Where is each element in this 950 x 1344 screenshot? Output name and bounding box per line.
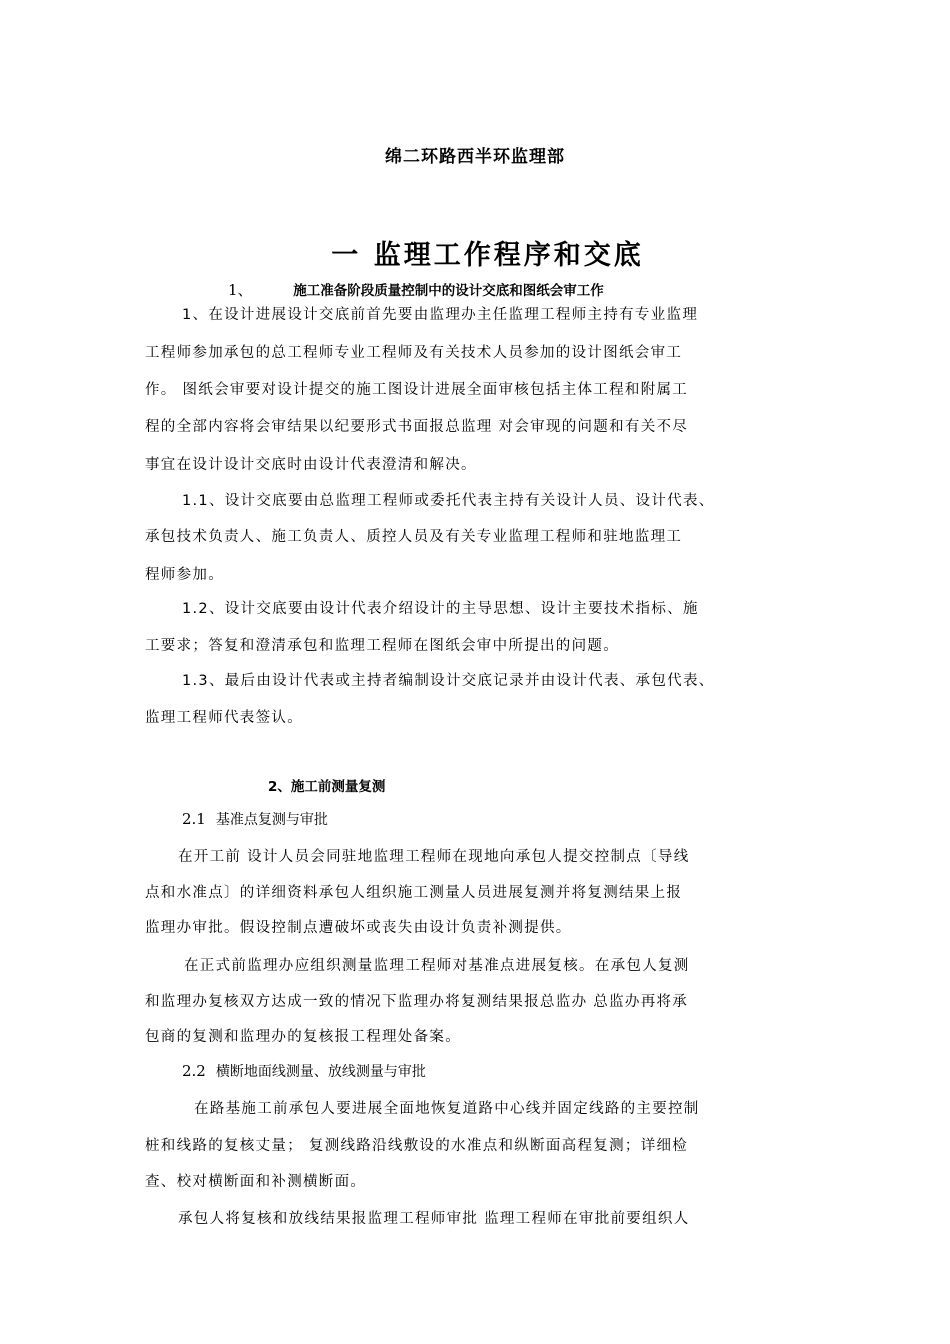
paragraph-1-line: 作。 图纸会审要对设计提交的施工图设计进展全面审核包括主体工程和附属工 bbox=[145, 382, 689, 398]
paragraph-2-2b-line: 承包人将复核和放线结果报监理工程师审批 监理工程师在审批前要组织人 bbox=[178, 1211, 690, 1227]
paragraph-1-line: 事宜在设计设计交底时由设计代表澄清和解决。 bbox=[145, 457, 477, 473]
paragraph-1-1-line: 承包技术负责人、施工负责人、质控人员及有关专业监理工程师和驻地监理工 bbox=[145, 529, 683, 545]
paragraph-2-1b-line: 包商的复测和监理办的复核报工程理处备案。 bbox=[145, 1029, 461, 1045]
paragraph-1-line: 工程师参加承包的总工程师专业工程师及有关技术人员参加的设计图纸会审工 bbox=[145, 345, 683, 361]
paragraph-1-line: 程的全部内容将会审结果以纪要形式书面报总监理 对会审现的问题和有关不尽 bbox=[145, 419, 689, 435]
paragraph-1-line: 1、在设计进展设计交底前首先要由监理办主任监理工程师主持有专业监理 bbox=[182, 307, 699, 323]
paragraph-2-2a-line: 在路基施工前承包人要进展全面地恢复道路中心线并固定线路的主要控制 bbox=[194, 1101, 700, 1117]
paragraph-2-2a-line: 查、校对横断面和补测横断面。 bbox=[145, 1174, 367, 1190]
paragraph-2-1a-line: 点和水准点〕的详细资料承包人组织施工测量人员进展复测并将复测结果上报 bbox=[145, 885, 683, 901]
subsection-2-2-title: 横断地面线测量、放线测量与审批 bbox=[215, 1064, 426, 1080]
paragraph-2-2a-line: 桩和线路的复核丈量； 复测线路沿线敷设的水准点和纵断面高程复测；详细检 bbox=[145, 1138, 689, 1154]
section-1-title: 施工准备阶段质量控制中的设计交底和图纸会审工作 bbox=[293, 283, 604, 299]
paragraph-1-1-line: 程师参加。 bbox=[145, 567, 224, 583]
subsection-2-1-number: 2.1 bbox=[182, 810, 206, 828]
subsection-2-1-title: 基准点复测与审批 bbox=[215, 812, 328, 828]
section-1-number: 1、 bbox=[228, 281, 253, 299]
paragraph-1-1-line: 1.1、设计交底要由总监理工程师或委托代表主持有关设计人员、设计代表、 bbox=[182, 493, 715, 509]
chapter-title: 一 监理工作程序和交底 bbox=[331, 240, 644, 271]
subsection-2-2-number: 2.2 bbox=[182, 1062, 206, 1080]
paragraph-1-3-line: 1.3、最后由设计代表或主持者编制设计交底记录并由设计代表、承包代表、 bbox=[182, 673, 715, 689]
paragraph-2-1b-line: 在正式前监理办应组织测量监理工程师对基准点进展复核。在承包人复测 bbox=[184, 958, 690, 974]
paragraph-1-3-line: 监理工程师代表签认。 bbox=[145, 710, 303, 726]
section-1-heading bbox=[228, 279, 604, 300]
subsection-2-2-heading bbox=[182, 1061, 426, 1081]
paragraph-1-2-line: 工要求；答复和澄清承包和监理工程师在图纸会审中所提出的问题。 bbox=[145, 638, 619, 654]
paragraph-2-1a-line: 在开工前 设计人员会同驻地监理工程师在现地向承包人提交控制点〔导线 bbox=[178, 849, 690, 865]
org-title: 绵二环路西半环监理部 bbox=[385, 147, 565, 167]
paragraph-2-1b-line: 和监理办复核双方达成一致的情况下监理办将复测结果报总监办 总监办再将承 bbox=[145, 994, 689, 1010]
subsection-2-1-heading bbox=[182, 809, 328, 829]
paragraph-2-1a-line: 监理办审批。假设控制点遭破坏或丧失由设计负责补测提供。 bbox=[145, 920, 572, 936]
paragraph-1-2-line: 1.2、设计交底要由设计代表介绍设计的主导思想、设计主要技术指标、施 bbox=[182, 601, 699, 617]
section-2-heading: 2、施工前测量复测 bbox=[268, 779, 386, 795]
